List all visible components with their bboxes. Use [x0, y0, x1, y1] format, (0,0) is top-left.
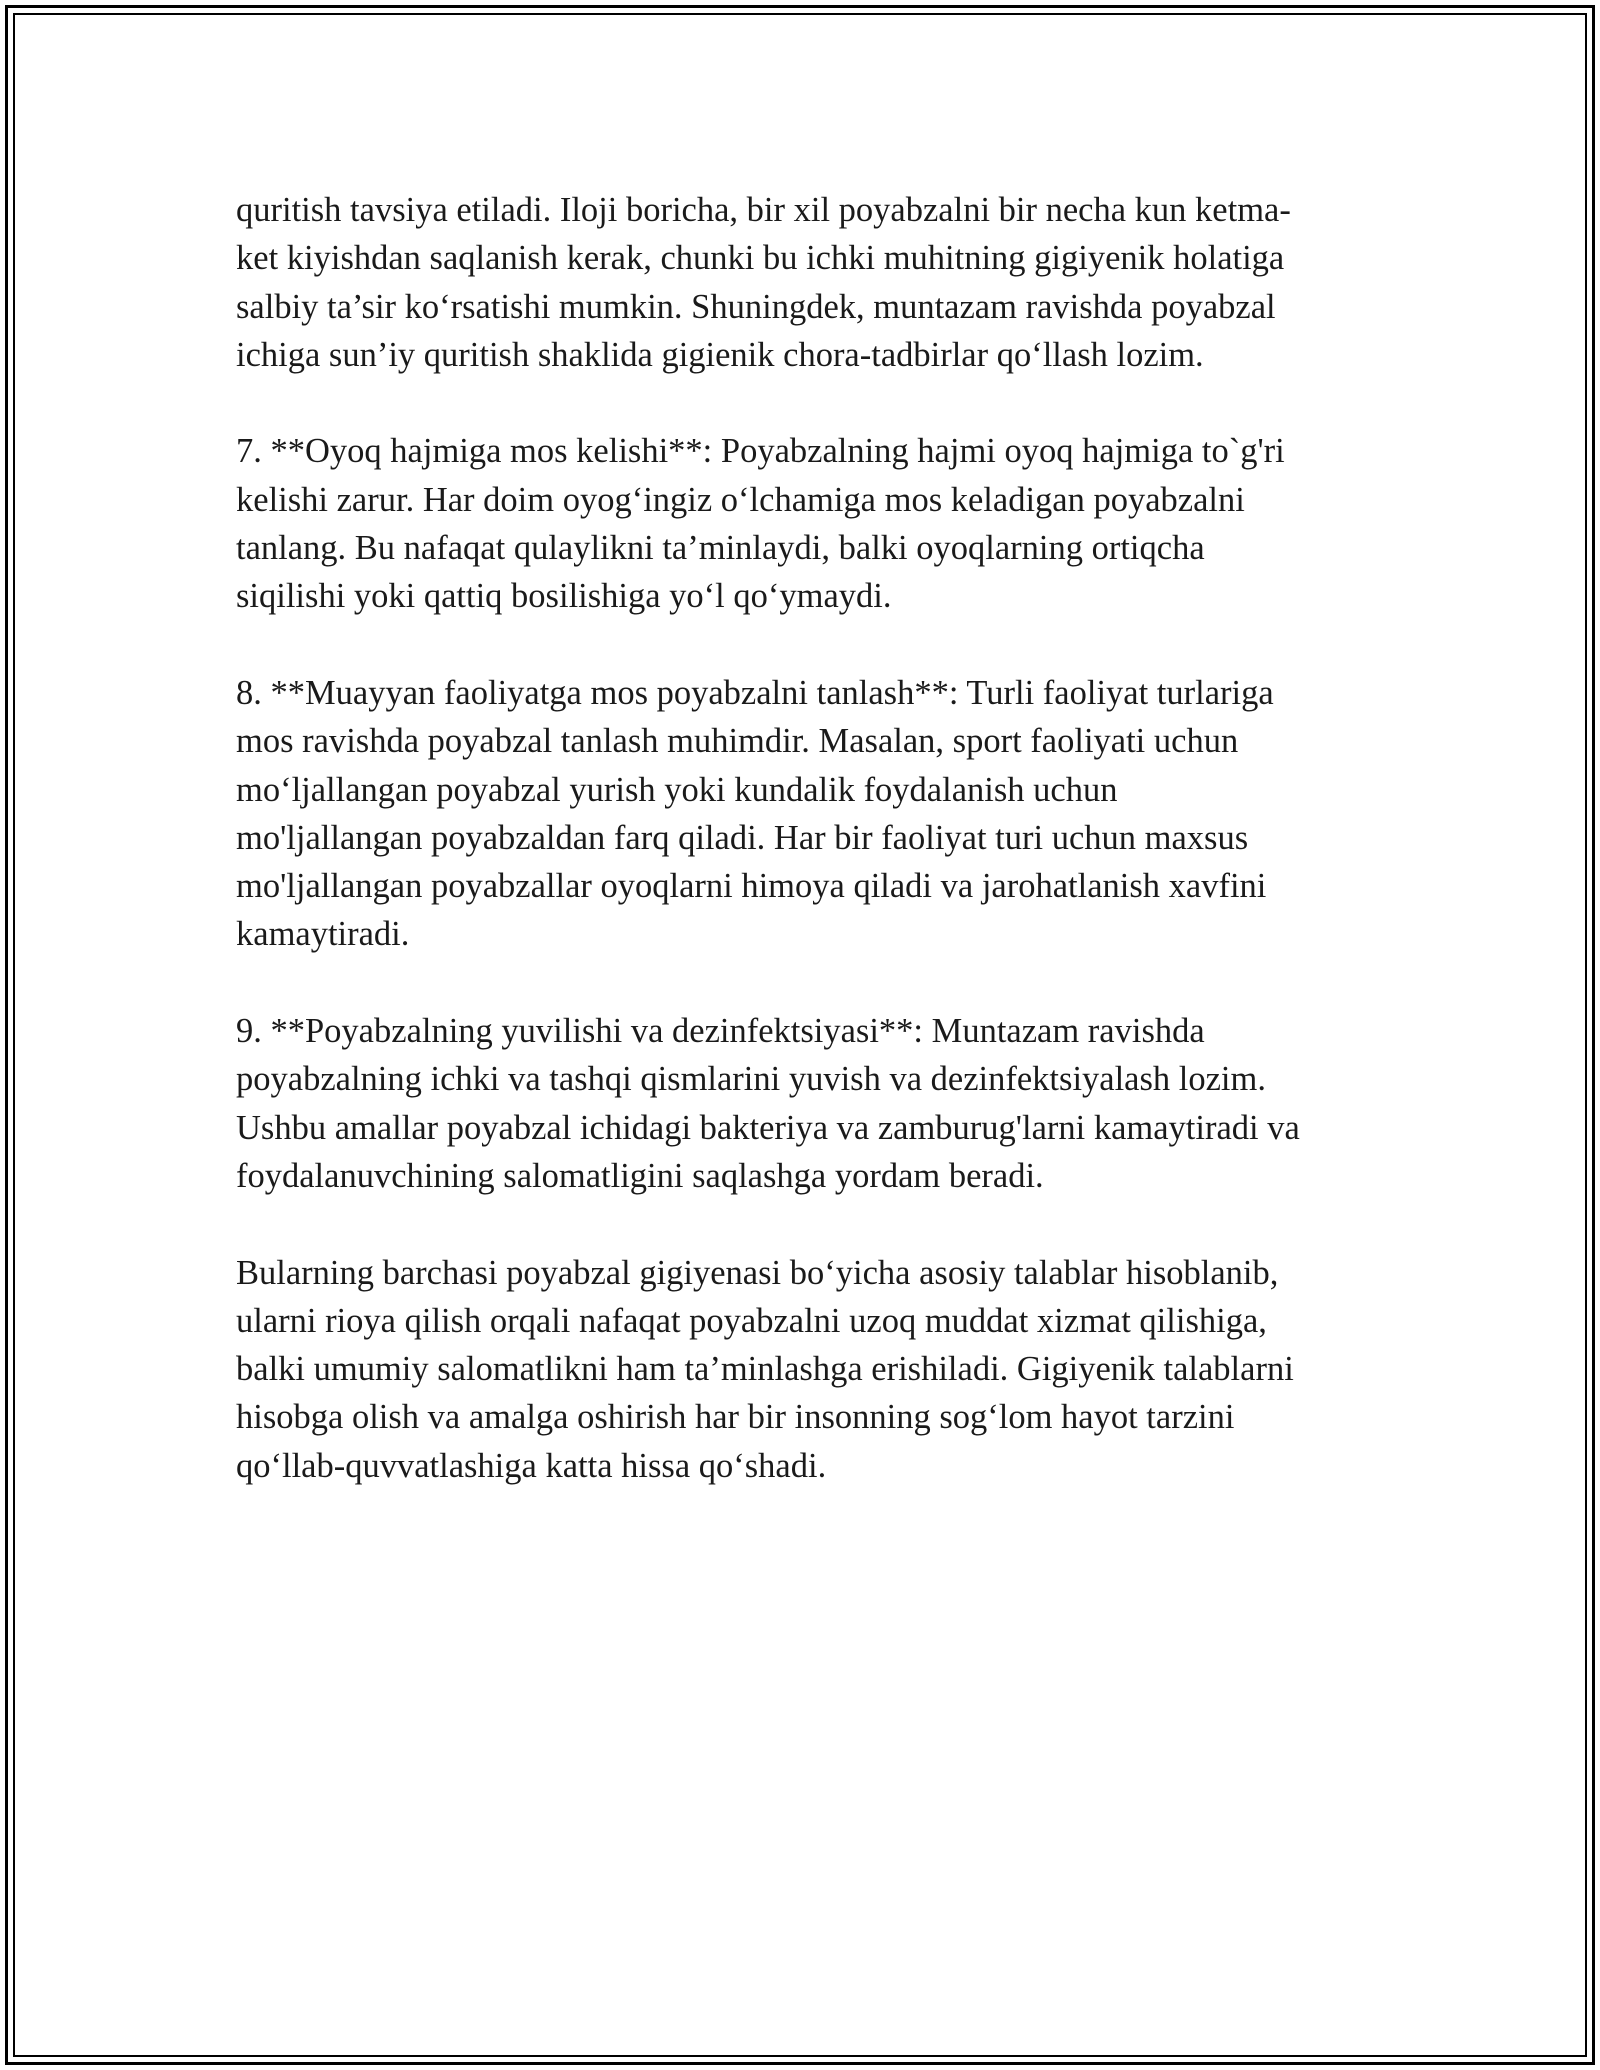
- text-line: tanlang. Bu nafaqat qulaylikni ta’minlaydi, balki oyoqlarning ortiqcha: [236, 529, 1205, 568]
- text-line: ket kiyishdan saqlanish kerak, chunki bu ichki muhitning gigiyenik holatiga: [236, 239, 1285, 278]
- text-line: ichiga sun’iy quritish shaklida gigienik chora-tadbirlar qo‘llash lozim.: [236, 335, 1204, 374]
- text-line: ularni rioya qilish orqali nafaqat poyabzalni uzoq muddat xizmat qilishiga,: [236, 1301, 1267, 1340]
- text-line: qo‘llab-quvvatlashiga katta hissa qo‘shadi.: [236, 1446, 827, 1485]
- text-line: hisobga olish va amalga oshirish har bir insonning sog‘lom hayot tarzini: [236, 1398, 1235, 1437]
- text-line: Ushbu amallar poyabzal ichidagi bakteriya va zamburug'larni kamaytiradi va: [236, 1108, 1300, 1147]
- text-line: mos ravishda poyabzal tanlash muhimdir. Masalan, sport faoliyati uchun: [236, 722, 1239, 761]
- paragraph-item-9: [236, 1007, 1376, 1200]
- text-line: salbiy ta’sir ko‘rsatishi mumkin. Shuningdek, muntazam ravishda poyabzal: [236, 287, 1276, 326]
- paragraph-drying-continued: [236, 186, 1376, 379]
- text-line: mo'ljallangan poyabzallar oyoqlarni himoya qiladi va jarohatlanish xavfini: [236, 867, 1267, 906]
- text-line: 8. **Muayyan faoliyatga mos poyabzalni tanlash**: Turli faoliyat turlariga: [236, 673, 1274, 712]
- text-line: balki umumiy salomatlikni ham ta’minlashga erishiladi. Gigiyenik talablarni: [236, 1350, 1294, 1389]
- paragraph-item-8: [236, 669, 1376, 959]
- document-body: [236, 186, 1376, 1538]
- text-line: siqilishi yoki qattiq bosilishiga yo‘l qo‘ymaydi.: [236, 577, 892, 616]
- text-line: kamaytiradi.: [236, 915, 410, 954]
- paragraph-conclusion: [236, 1249, 1376, 1490]
- text-line: kelishi zarur. Har doim oyog‘ingiz o‘lchamiga mos keladigan poyabzalni: [236, 480, 1245, 519]
- text-line: quritish tavsiya etiladi. Iloji boricha, bir xil poyabzalni bir necha kun ketma-: [236, 191, 1291, 229]
- text-line: poyabzalning ichki va tashqi qismlarini yuvish va dezinfektsiyalash lozim.: [236, 1060, 1266, 1099]
- text-line: 9. **Poyabzalning yuvilishi va dezinfektsiyasi**: Muntazam ravishda: [236, 1012, 1205, 1051]
- text-line: mo‘ljallangan poyabzal yurish yoki kundalik foydalanish uchun: [236, 770, 1118, 809]
- text-line: mo'ljallangan poyabzaldan farq qiladi. Har bir faoliyat turi uchun maxsus: [236, 818, 1249, 857]
- text-line: Bularning barchasi poyabzal gigiyenasi bo‘yicha asosiy talablar hisoblanib,: [236, 1253, 1279, 1292]
- paragraph-item-7: [236, 427, 1376, 620]
- text-line: 7. **Oyoq hajmiga mos kelishi**: Poyabzalning hajmi oyoq hajmiga to`g'ri: [236, 432, 1285, 471]
- text-line: foydalanuvchining salomatligini saqlashga yordam beradi.: [236, 1156, 1044, 1195]
